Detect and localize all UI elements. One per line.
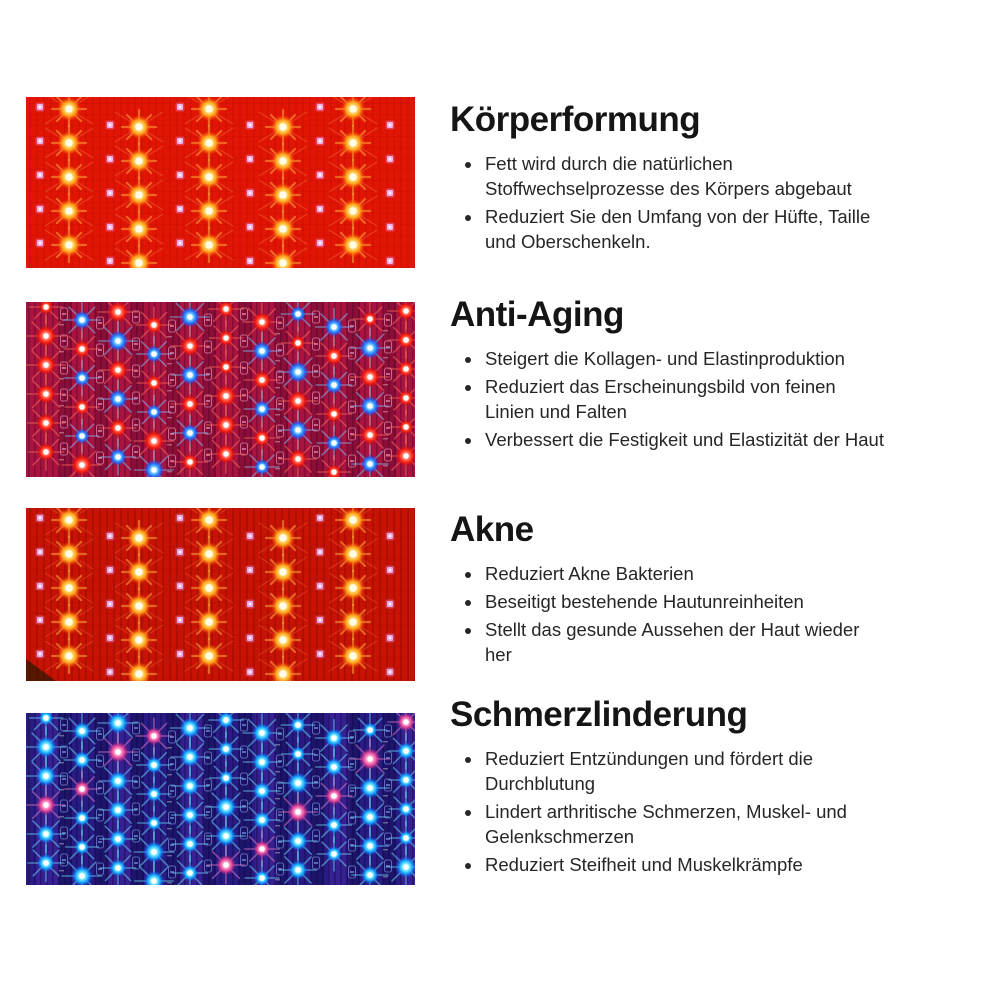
- benefit-item: • Reduziert Steifheit und Muskelkrämpfe: [483, 852, 890, 877]
- benefit-list: [450, 746, 890, 877]
- led-panel-image: [26, 508, 415, 681]
- section-title: Körperformung: [450, 100, 701, 139]
- benefit-item: • Reduziert Sie den Umfang von der Hüfte, Taille und Oberschenkeln.: [483, 204, 890, 254]
- benefit-list: [450, 346, 890, 452]
- benefit-list: [450, 561, 890, 667]
- benefit-item: • Lindert arthritische Schmerzen, Muskel- und Gelenkschmerzen: [483, 799, 890, 849]
- benefit-item: • Steigert die Kollagen- und Elastinproduktion: [483, 346, 890, 371]
- section-copy: [450, 695, 890, 880]
- led-panel-image: [26, 97, 415, 268]
- section-title: Schmerzlinderung: [450, 695, 748, 734]
- benefit-item: • Reduziert Akne Bakterien: [483, 561, 890, 586]
- benefit-item: • Stellt das gesunde Aussehen der Haut wieder her: [483, 617, 890, 667]
- section-copy: [450, 295, 890, 455]
- benefit-list: [450, 151, 890, 254]
- led-panel-image: [26, 713, 415, 885]
- led-panel-image: [26, 302, 415, 477]
- section-title: Anti-Aging: [450, 295, 624, 334]
- benefit-item: • Reduziert Entzündungen und fördert die Durchblutung: [483, 746, 890, 796]
- benefit-item: • Verbessert die Festigkeit und Elastizität der Haut: [483, 427, 890, 452]
- benefit-item: • Fett wird durch die natürlichen Stoffwechselprozesse des Körpers abgebaut: [483, 151, 890, 201]
- section-copy: [450, 510, 890, 670]
- section-copy: [450, 100, 890, 257]
- section-title: Akne: [450, 510, 534, 549]
- benefit-item: • Beseitigt bestehende Hautunreinheiten: [483, 589, 890, 614]
- benefit-item: • Reduziert das Erscheinungsbild von feinen Linien und Falten: [483, 374, 890, 424]
